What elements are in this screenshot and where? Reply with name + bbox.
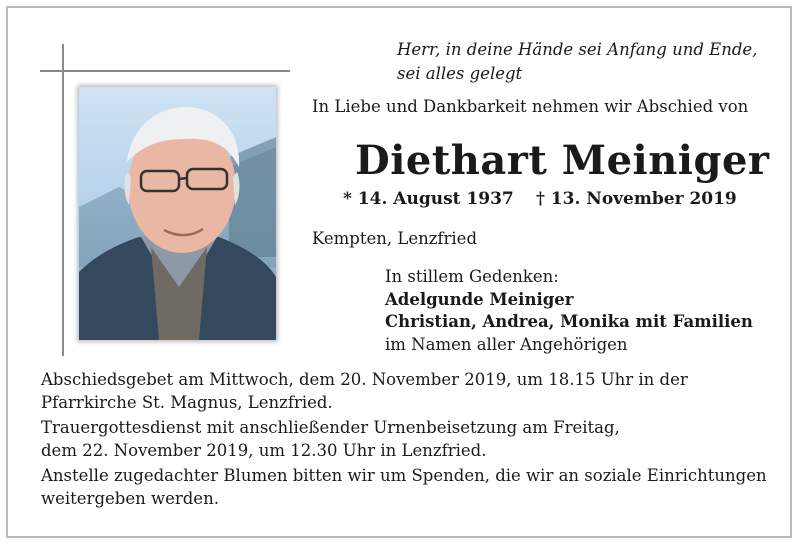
prayer-notice-line-1: Abschiedsgebet am Mittwoch, dem 20. November 2019, um 18.15 Uhr in der (41, 370, 688, 389)
mourners-block (385, 266, 753, 356)
service-notice-line-2: dem 22. November 2019, um 12.30 Uhr in Lenzfried. (41, 440, 487, 460)
donation-notice-line-2: weitergeben werden. (41, 488, 219, 508)
birth-date: * 14. August 1937 (343, 189, 514, 209)
verse-line-2: sei alles gelegt (397, 64, 523, 83)
death-date: † 13. November 2019 (536, 189, 737, 209)
mourner-children: Christian, Andrea, Monika mit Familien (385, 312, 753, 331)
donation-notice-line-1: Anstelle zugedachter Blumen bitten wir um Spenden, die wir an soziale Einrichtungen (41, 466, 767, 485)
prayer-notice (41, 369, 688, 414)
donation-notice (41, 465, 767, 510)
cross-vertical-bar (62, 44, 64, 356)
mourner-relatives: im Namen aller Angehörigen (385, 334, 628, 354)
prayer-notice-line-2: Pfarrkirche St. Magnus, Lenzfried. (41, 392, 333, 412)
bible-verse (397, 38, 757, 86)
cross-horizontal-bar (40, 70, 290, 72)
mourner-spouse: Adelgunde Meiniger (385, 289, 574, 309)
service-notice-line-1: Trauergottesdienst mit anschließender Urnenbeisetzung am Freitag, (41, 418, 620, 437)
deceased-name: Diethart Meiniger (355, 137, 770, 184)
portrait-photo (79, 87, 276, 340)
service-notice (41, 417, 620, 462)
portrait-illustration (79, 87, 276, 340)
residence: Kempten, Lenzfried (312, 229, 478, 248)
mourners-heading: In stillem Gedenken: (385, 267, 559, 286)
verse-line-1: Herr, in deine Hände sei Anfang und Ende, (397, 40, 758, 59)
farewell-intro: In Liebe und Dankbarkeit nehmen wir Abschied von (312, 97, 749, 116)
